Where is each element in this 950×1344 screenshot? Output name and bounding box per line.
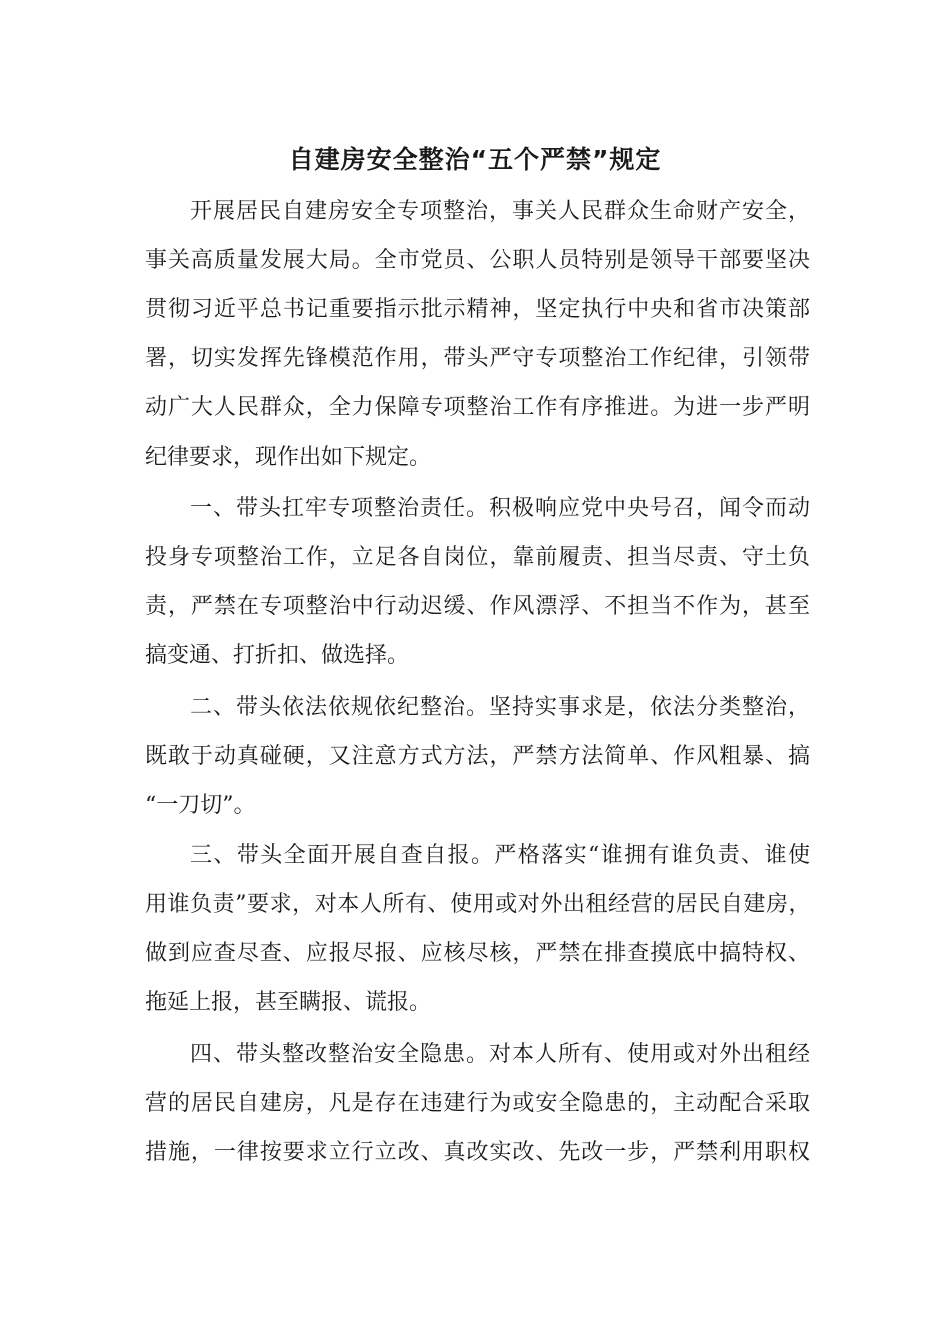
paragraph-line: 一、带头扛牢专项整治责任。积极响应党中央号召，闻令而动: [190, 496, 810, 521]
paragraph-line: “一刀切”。: [145, 793, 256, 818]
paragraph-line: 营的居民自建房，凡是存在违建行为或安全隐患的，主动配合采取: [145, 1091, 810, 1116]
paragraph-line: 责，严禁在专项整治中行动迟缓、作风漂浮、不担当不作为，甚至: [145, 594, 810, 619]
paragraph-line: 既敢于动真碰硬，又注意方式方法，严禁方法简单、作风粗暴、搞: [145, 744, 810, 769]
paragraph-line: 四、带头整改整治安全隐患。对本人所有、使用或对外出租经: [190, 1042, 810, 1067]
paragraph-line: 动广大人民群众，全力保障专项整治工作有序推进。为进一步严明: [145, 395, 810, 420]
paragraph-line: 三、带头全面开展自查自报。严格落实“谁拥有谁负责、谁使: [190, 843, 810, 868]
paragraph-line: 措施，一律按要求立行立改、真改实改、先改一步，严禁利用职权: [145, 1140, 810, 1165]
paragraph-line: 拖延上报，甚至瞒报、谎报。: [145, 990, 432, 1015]
paragraph-line: 二、带头依法依规依纪整治。坚持实事求是，依法分类整治，: [190, 695, 810, 720]
paragraph-line: 事关高质量发展大局。全市党员、公职人员特别是领导干部要坚决: [145, 248, 810, 273]
paragraph-line: 用谁负责”要求，对本人所有、使用或对外出租经营的居民自建房，: [145, 892, 810, 917]
paragraph-line: 署，切实发挥先锋模范作用，带头严守专项整治工作纪律，引领带: [145, 346, 810, 371]
paragraph-line: 做到应查尽查、应报尽报、应核尽核，严禁在排查摸底中搞特权、: [145, 941, 810, 966]
paragraph-line: 搞变通、打折扣、做选择。: [145, 643, 410, 668]
document-title: 自建房安全整治“五个严禁”规定: [288, 145, 662, 174]
paragraph-line: 纪律要求，现作出如下规定。: [145, 445, 432, 470]
paragraph-line: 投身专项整治工作，立足各自岗位，靠前履责、担当尽责、守土负: [145, 545, 810, 570]
paragraph-line: 贯彻习近平总书记重要指示批示精神，坚定执行中央和省市决策部: [145, 297, 810, 322]
paragraph-line: 开展居民自建房安全专项整治，事关人民群众生命财产安全，: [190, 199, 810, 224]
